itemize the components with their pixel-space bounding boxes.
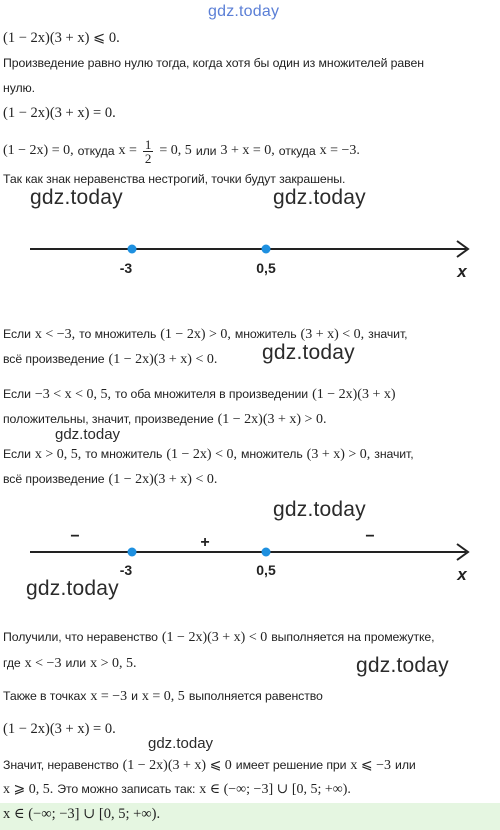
sign-plus-middle: +	[200, 534, 210, 551]
text-fragment: Получили, что неравенство	[3, 630, 158, 644]
text-fragment: откуда	[278, 144, 316, 158]
text-line: Произведение равно нулю тогда, когда хотя бы один из множителей равен	[3, 56, 424, 70]
text-fragment: или	[65, 656, 87, 670]
tick-label: 0,5	[256, 260, 276, 276]
case-line	[3, 447, 414, 463]
math-fragment: x > 0, 5,	[34, 447, 82, 462]
watermark: gdz.today	[273, 186, 366, 209]
math-fragment: x = −3.	[319, 143, 360, 158]
sign-minus-left: −	[70, 528, 80, 545]
case-line	[3, 387, 396, 403]
site-header-logo[interactable]: gdz.today	[208, 3, 280, 20]
text-fragment: Также в точках	[3, 689, 87, 703]
text-fragment: Если	[3, 447, 31, 461]
axis-variable-label: x	[457, 262, 467, 281]
text-fragment: то множитель	[85, 447, 163, 461]
text-fragment: множитель	[241, 447, 303, 461]
text-fragment: и	[131, 689, 138, 703]
case-line	[3, 352, 217, 368]
text-fragment: или	[195, 144, 217, 158]
math-fragment: (3 + x) > 0,	[306, 447, 371, 462]
text-fragment: положительны, значит, произведение	[3, 412, 214, 426]
watermark: gdz.today	[356, 654, 449, 677]
text-fragment: Если	[3, 387, 31, 401]
final-answer: x ∈ (−∞; −3] ∪ [0, 5; +∞).	[3, 806, 161, 822]
math-fragment: (3 + x) < 0,	[300, 327, 365, 342]
watermark: gdz.today	[30, 186, 123, 209]
text-fragment: Если	[3, 327, 31, 341]
tick-label: -3	[119, 260, 133, 276]
watermark: gdz.today	[273, 498, 366, 521]
fraction-numerator: 1	[144, 136, 152, 152]
answer-box	[0, 803, 500, 830]
math-fragment: x < −3	[24, 656, 62, 671]
watermark: gdz.today	[262, 341, 355, 364]
text-fragment: где	[3, 656, 21, 670]
math-fragment: x = −3	[90, 689, 128, 704]
text-fragment: то множитель	[79, 327, 157, 341]
point-minus-3	[128, 245, 137, 254]
text-fragment: Это можно записать так:	[57, 782, 196, 796]
watermark: gdz.today	[26, 577, 119, 600]
math-fragment: (1 − 2x)(3 + x) > 0.	[217, 412, 327, 427]
text-fragment: значит,	[368, 327, 408, 341]
conclusion-line	[3, 781, 351, 798]
text-fragment: выполняется равенство	[188, 689, 323, 703]
fraction-denominator: 2	[144, 150, 152, 166]
sign-minus-right: −	[365, 528, 375, 545]
text-fragment: всё произведение	[3, 352, 105, 366]
math-fragment: x ⩾ 0, 5.	[3, 782, 54, 797]
math-fragment: (1 − 2x)(3 + x) ⩽ 0	[122, 758, 232, 773]
text-fragment: то оба множителя в произведении	[115, 387, 309, 401]
conclusion-line	[3, 656, 136, 672]
math-fragment: x < −3,	[34, 327, 76, 342]
text-line: нулю.	[3, 81, 35, 95]
math-fragment: x =	[118, 143, 137, 158]
math-fragment: −3 < x < 0, 5,	[34, 387, 112, 402]
equation: (1 − 2x)(3 + x) = 0.	[3, 721, 116, 737]
equation: (1 − 2x)(3 + x) = 0.	[3, 105, 116, 121]
point-minus-3	[128, 548, 137, 557]
math-fragment: (1 − 2x)(3 + x) < 0	[161, 630, 268, 645]
roots-line	[3, 131, 360, 171]
inequality-statement: (1 − 2x)(3 + x) ⩽ 0.	[3, 30, 120, 46]
conclusion-line	[3, 757, 416, 774]
axis-variable-label: x	[457, 565, 467, 584]
text-fragment: значит,	[374, 447, 414, 461]
math-fragment: (1 − 2x)(3 + x) < 0.	[108, 352, 218, 367]
math-fragment: x = 0, 5	[141, 689, 185, 704]
conclusion-line	[3, 689, 323, 705]
math-fragment: (1 − 2x) < 0,	[166, 447, 237, 462]
tick-label: 0,5	[256, 562, 276, 578]
case-line	[3, 412, 326, 428]
watermark: gdz.today	[55, 426, 121, 443]
fraction	[143, 138, 154, 165]
text-fragment: имеет решение при	[235, 758, 347, 772]
watermark: gdz.today	[148, 735, 214, 752]
tick-label: -3	[119, 562, 133, 578]
text-fragment: выполняется на промежутке,	[271, 630, 435, 644]
number-line-1	[0, 228, 500, 288]
factor-equation: (1 − 2x) = 0,	[3, 143, 74, 158]
point-0-5	[262, 245, 271, 254]
text-line: Так как знак неравенства нестрогий, точки будут закрашены.	[3, 172, 346, 186]
math-fragment: x ∈ (−∞; −3] ∪ [0, 5; +∞).	[199, 782, 351, 797]
conclusion-line	[3, 630, 434, 646]
text-fragment: множитель	[234, 327, 297, 341]
math-fragment: (1 − 2x)(3 + x)	[312, 387, 396, 402]
point-0-5	[262, 548, 271, 557]
case-line	[3, 472, 217, 488]
math-fragment: x ⩽ −3	[350, 758, 392, 773]
text-fragment: Значит, неравенство	[3, 758, 119, 772]
text-fragment: или	[395, 758, 416, 772]
factor-equation: 3 + x = 0,	[220, 143, 275, 158]
math-fragment: (1 − 2x)(3 + x) < 0.	[108, 472, 218, 487]
math-fragment: = 0, 5	[159, 143, 192, 158]
text-fragment: откуда	[77, 144, 115, 158]
text-fragment: всё произведение	[3, 472, 105, 486]
math-fragment: x > 0, 5.	[90, 656, 137, 671]
math-fragment: (1 − 2x) > 0,	[160, 327, 231, 342]
